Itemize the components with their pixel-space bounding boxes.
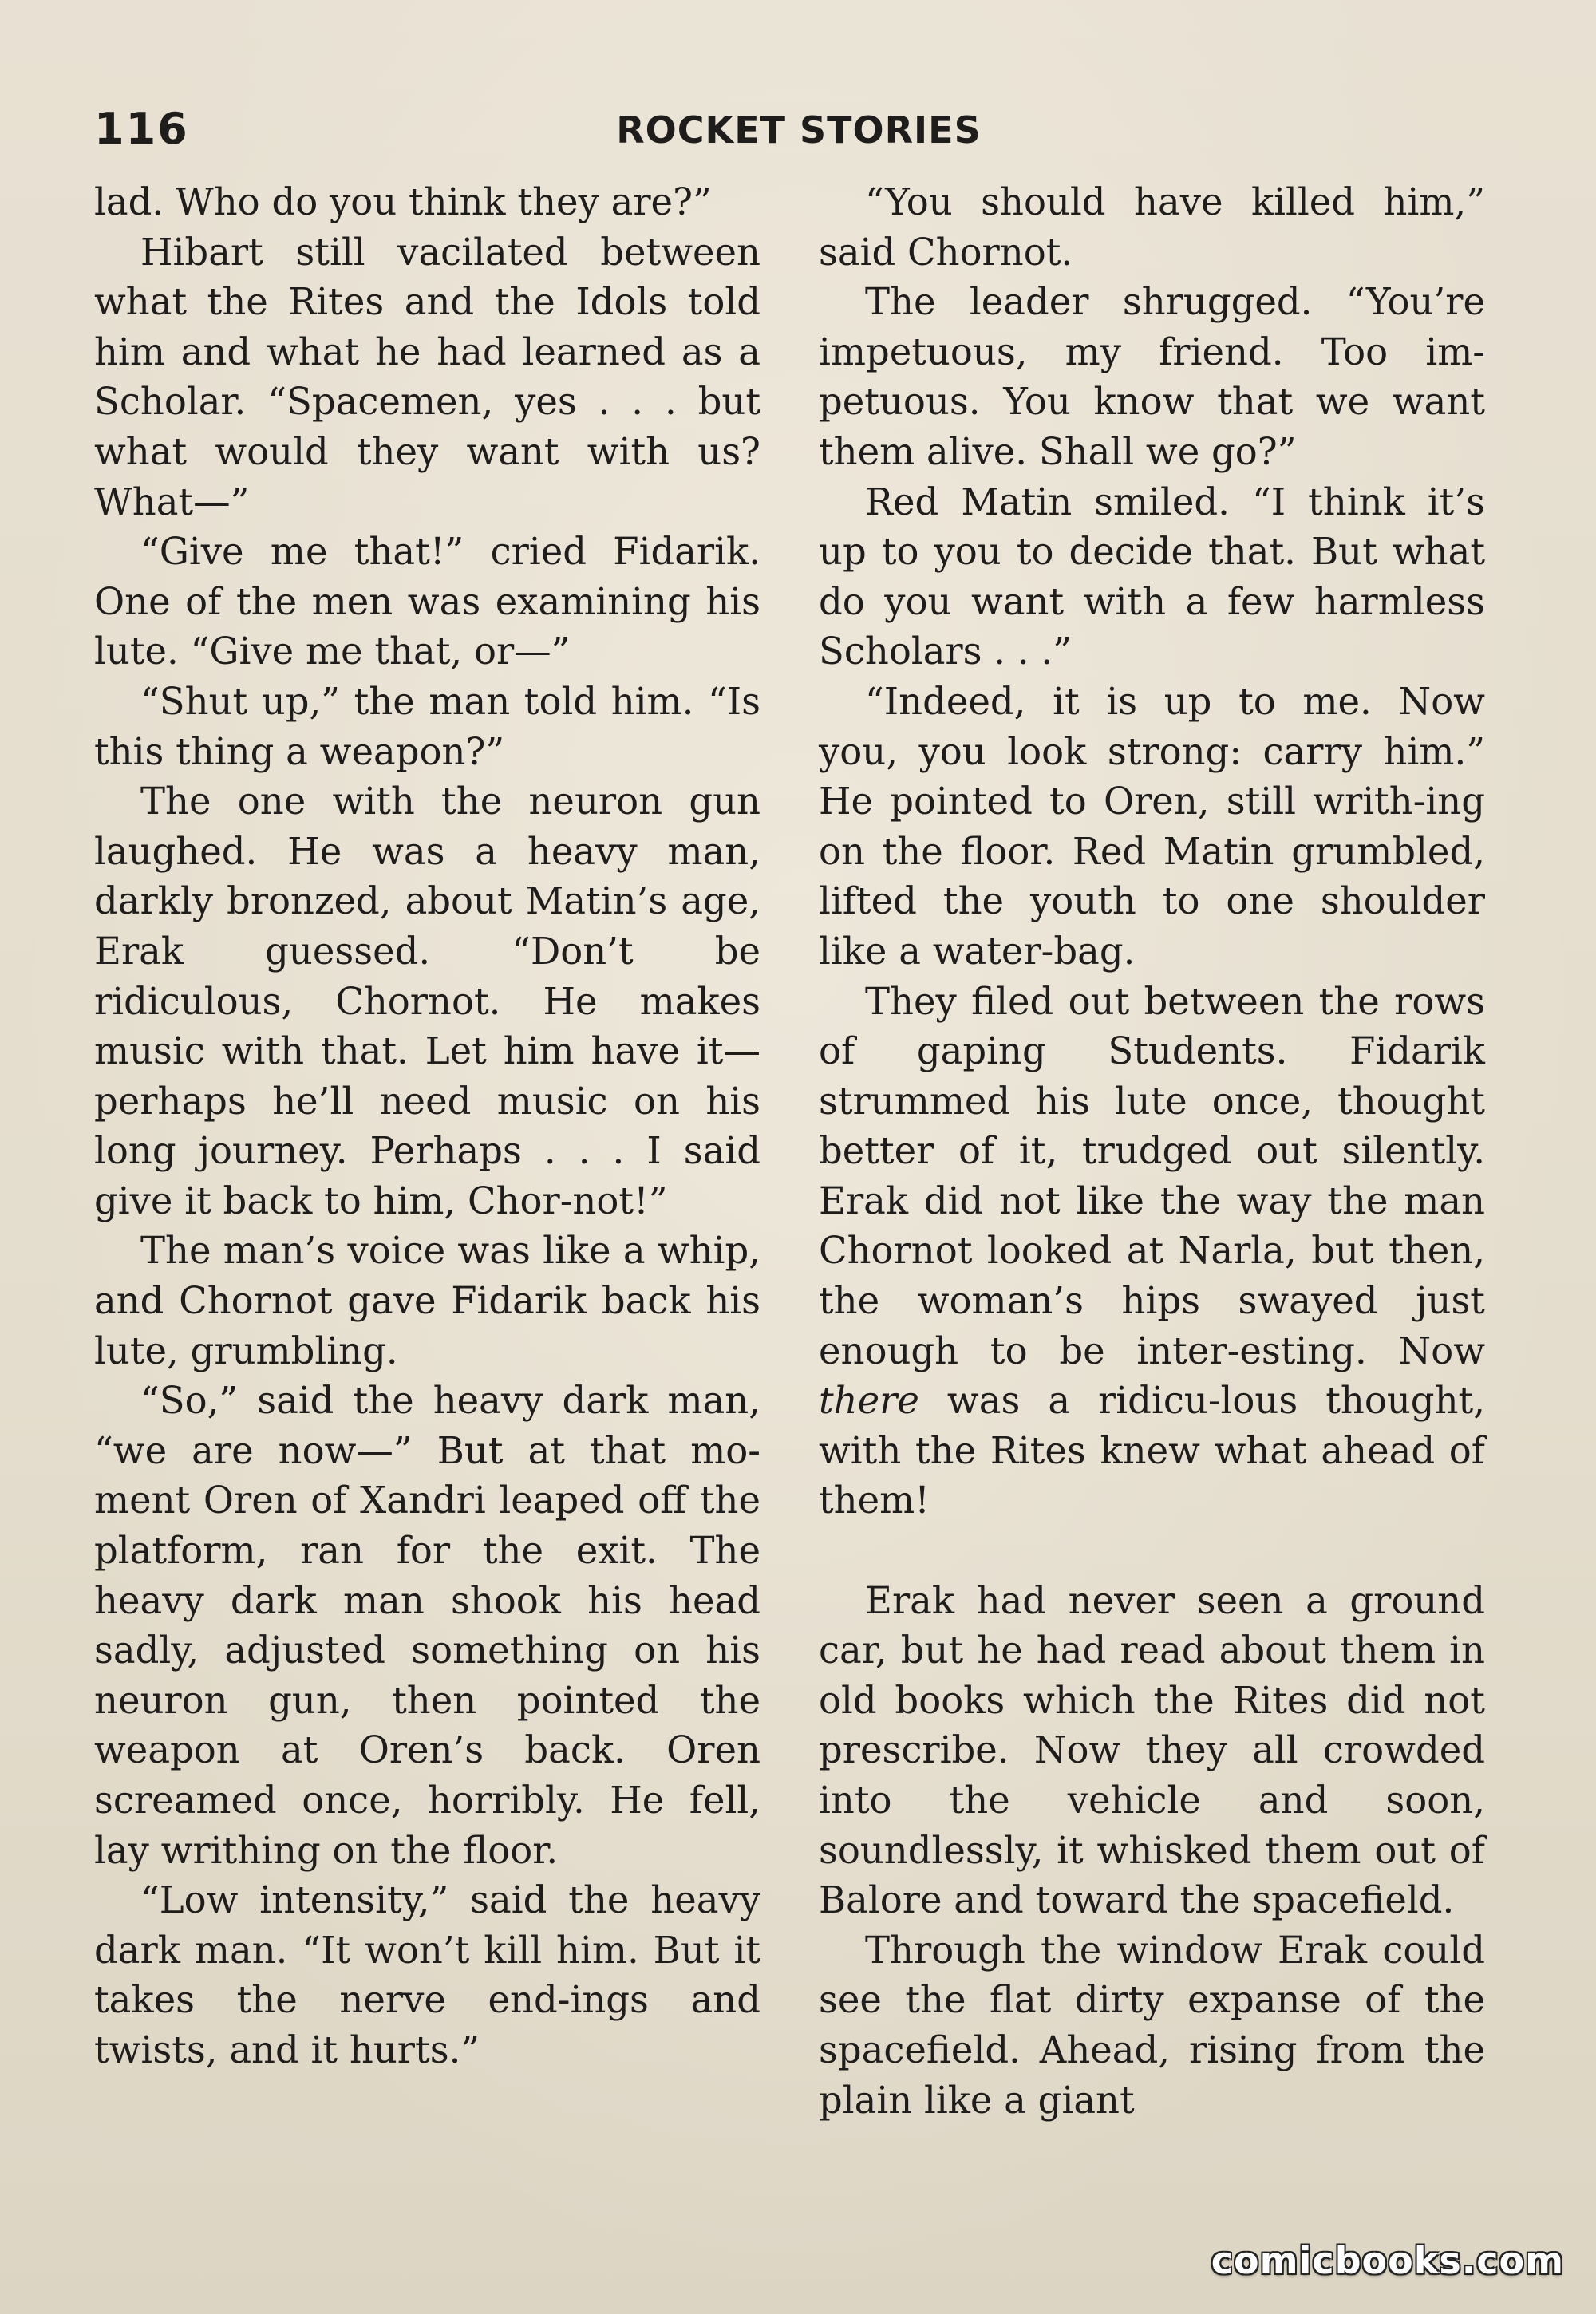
paragraph-text: They filed out between the rows of gaping Students. Fidarik strummed his lute once, thought better of it, trudged out silently. Erak did not like the way the man Chornot looked at Narla, but then, the woman’s hips swayed just enough to be inter-esting. Now bbox=[819, 979, 1485, 1372]
paragraph-text: was a ridicu-lous thought, with the Rites knew what ahead of them! bbox=[819, 1379, 1485, 1522]
paragraph: Erak had never seen a ground car, but he had read about them in old books which the Rites did not prescribe. Now they all crowded into the vehicle and soon, soundlessly, it whisked them out of Balore and toward the spacefield. bbox=[819, 1578, 1485, 1922]
left-column bbox=[94, 177, 760, 2075]
paragraph: “So,” said the heavy dark man, “we are now—” But at that mo-ment Oren of Xandri leaped off the platform, ran for the exit. The heavy dark man shook his head sadly, adjusted something on his neuron gun, then pointed the weapon at Oren’s back. Oren screamed once, horribly. He fell, lay writhing on the floor. bbox=[94, 1379, 760, 1872]
watermark-logo: comicbooks.com bbox=[1211, 2239, 1564, 2282]
paragraph: Through the window Erak could see the flat dirty expanse of the spacefield. Ahead, rising from the plain like a giant bbox=[819, 1928, 1485, 2122]
paragraph: “You should have killed him,” said Chornot. bbox=[819, 180, 1485, 274]
paragraph bbox=[819, 977, 1485, 1526]
paragraph: “Give me that!” cried Fidarik. One of the men was examining his lute. “Give me that, or—” bbox=[94, 530, 760, 673]
paragraph: Hibart still vacilated between what the Rites and the Idols told him and what he had learned as a Scholar. “Spacemen, yes . . . but what would they want with us? What—” bbox=[94, 230, 760, 523]
page-header bbox=[94, 104, 1503, 160]
paragraph: Red Matin smiled. “I think it’s up to you to decide that. But what do you want with a few harmless Scholars . . .” bbox=[819, 480, 1485, 673]
paragraph: The leader shrugged. “You’re impetuous, my friend. Too im-petuous. You know that we want them alive. Shall we go?” bbox=[819, 280, 1485, 473]
page-number: 116 bbox=[94, 104, 189, 154]
paragraph: The man’s voice was like a whip, and Chornot gave Fidarik back his lute, grumbling. bbox=[94, 1229, 760, 1372]
right-column bbox=[819, 177, 1485, 2125]
emphasis-text: there bbox=[819, 1379, 919, 1423]
paragraph: “Low intensity,” said the heavy dark man. “It won’t kill him. But it takes the nerve end-ings and twists, and it hurts.” bbox=[94, 1878, 760, 2071]
running-title: ROCKET STORIES bbox=[616, 109, 982, 152]
paragraph: “Indeed, it is up to me. Now you, you look strong: carry him.” He pointed to Oren, still writh-ing on the floor. Red Matin grumbled, lifted the youth to one shoulder like a water-bag. bbox=[819, 679, 1485, 973]
paragraph: lad. Who do you think they are?” bbox=[94, 180, 712, 223]
paragraph: “Shut up,” the man told him. “Is this thing a weapon?” bbox=[94, 679, 760, 773]
paragraph: The one with the neuron gun laughed. He was a heavy man, darkly bronzed, about Matin’s age, Erak guessed. “Don’t be ridiculous, Chornot. He makes music with that. Let him have it—perhaps he’ll need music on his long journey. Perhaps . . . I said give it back to him, Chor-not!” bbox=[94, 780, 760, 1222]
